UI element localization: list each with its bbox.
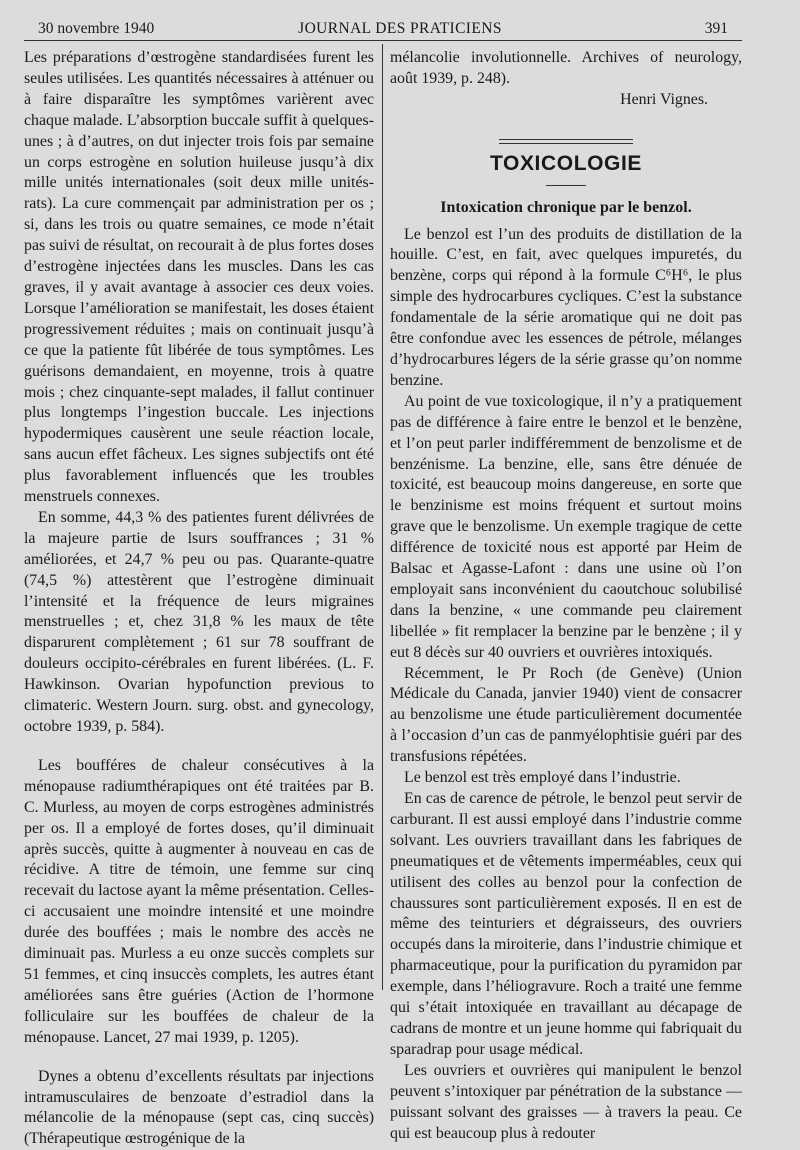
right-paragraph-0: mélancolie involutionnelle. Archives of neurology, août 1939, p. 248). bbox=[390, 49, 742, 87]
right-paragraph-1: Le benzol est l’un des produits de distillation de la houille. C’est, en fait, avec quelques impuretés, du benzène, corps qui répond à la formule C⁶H⁶, le plus simple des hydrocarbures cycliques. C’est la substance fondamentale de la série aromatique qui ne doit pas être confondue avec les essences de pétrole, mélanges d’hydrocarbures légers de la série grasse qu’on nomme benzine. bbox=[390, 225, 742, 389]
left-column bbox=[24, 48, 374, 1150]
left-paragraph-2: En somme, 44,3 % des patientes furent délivrées de la majeure partie de lsurs souffrances ; 31 % améliorées, et 24,7 % peu ou pas. Quarante-quatre (74,5 %) attestèrent que l’estrogène diminuait l’intensité et la fréquence de leurs migraines menstruelles ; et, chez 31,8 % les maux de tête disparurent complètement ; 61 sur 78 souffrant de douleurs occipito-cérébrales en furent libérées. (L. F. Hawkinson. Ovarian hypofunction previous to climateric. Western Journ. surg. obst. and gynecology, octobre 1939, p. 584). bbox=[24, 508, 374, 735]
article-title: Intoxication chronique par le benzol. bbox=[440, 198, 692, 216]
header-rule bbox=[24, 40, 742, 41]
right-paragraph-6: Les ouvriers et ouvrières qui manipulent le benzol peuvent s’intoxiquer par pénétration de la substance — puissant solvant des graisses — à travers la peau. Ce qui est beaucoup plus à redouter bbox=[390, 1061, 742, 1142]
left-paragraph-4: Dynes a obtenu d’excellents résultats par injections intramusculaires de benzoate d’estradiol dans la mélancolie de la ménopause (sept cas, cinq succès) (Thérapeutique œstrogénique de la bbox=[24, 1067, 374, 1148]
right-paragraph-2: Au point de vue toxicologique, il n’y a pratiquement pas de différence à faire entre le benzol et le benzène, et l’on peut parler indifféremment de benzolisme et de benzénisme. La benzine, elle, sans être dénuée de toxicité, est beaucoup moins dangereuse, en sorte que le benzinisme est moins fréquent et surtout moins grave que le benzolisme. Un exemple tragique de cette différence de toxicité nous est apporté par Heim de Balsac et Agasse-Lafont : dans une usine où l’on employait sans inconvénient du caoutchouc solubilisé dans la benzine, « une commande peu clairement libellée » fit remplacer la benzine par le benzène ; il y eut 8 décès sur 40 ouvriers et ouvrières intoxiqués. bbox=[390, 392, 742, 661]
left-paragraph-1: Les préparations d’œstrogène standardisées furent les seules utilisées. Les quantités nécessaires à atténuer ou à faire disparaître les symptômes varièrent avec chaque malade. L’absorption buccale suffit à quelques-unes ; à d’autres, on dut injecter trois fois par semaine un corps estrogène en solution huileuse jusqu’à dix mille unités internationales (soit deux mille unités-rats). La cure commençait par administration per os ; si, dans les trois ou quatre semaines, ce mode n’était pas suivi de résultat, on recourait à de plus fortes doses d’estrogène injectées dans les muscles. Dans les cas graves, il y avait avantage à associer ces deux voies. Lorsque l’amélioration se manifestait, les doses étaient progressivement réduites ; mais on continuait jusqu’à ce que la patiente fût libérée de tous symptômes. Les guérisons demandaient, en moyenne, trois à quatre mois ; chez cinquante-sept malades, il fallut continuer plus longtemps l’ingestion buccale. Les injections hypodermiques causèrent une seule réaction locale, sans aucun effet fâcheux. Les signes subjectifs ont été plus favorablement influencés que les troubles menstruels connexes. bbox=[24, 49, 374, 506]
right-paragraph-4: Le benzol est très employé dans l’industrie. bbox=[404, 769, 681, 787]
column-divider bbox=[382, 44, 383, 990]
section-separator bbox=[499, 139, 633, 144]
right-paragraph-3: Récemment, le Pr Roch (de Genève) (Union Médicale du Canada, janvier 1940) vient de consacrer au benzolisme une étude particulièrement documentée à l’occasion d’un cas de panmyélophtisie guéri par des transfusions répétées. bbox=[390, 664, 742, 766]
header-date: 30 novembre 1940 bbox=[38, 20, 155, 37]
author-signature: Henri Vignes. bbox=[620, 90, 708, 108]
section-title: TOXICOLOGIE bbox=[489, 151, 643, 175]
section-title-rule bbox=[546, 185, 586, 186]
header-page-number: 391 bbox=[704, 20, 728, 37]
header-journal-title: JOURNAL DES PRATICIENS bbox=[298, 20, 502, 37]
right-column bbox=[390, 48, 742, 1144]
left-paragraph-3: Les boufféres de chaleur consécutives à la ménopause radiumthérapiques ont été traitées par B. C. Murless, au moyen de corps estrogènes administrés per os. Il a employé de fortes doses, qu’il diminuait après succès, quitte à augmenter à nouveau en cas de récidive. A titre de témoin, une femme sur cinq recevait du lactose ayant la même présentation. Celles-ci accusaient une moindre intensité et une moindre durée des bouffées ; mais le nombre des accès ne diminuait pas. Murless a eu onze succès complets sur 51 femmes, et cinq insuccès complets, les autres étant améliorées sans être guéries (Action de l’hormone folliculaire sur les bouffées de chaleur de la ménopause. Lancet, 27 mai 1939, p. 1205). bbox=[24, 756, 374, 1046]
right-paragraph-5: En cas de carence de pétrole, le benzol peut servir de carburant. Il est aussi employé dans l’industrie comme solvant. Les ouvriers travaillant dans les fabriques de pneumatiques et de vêtements imperméables, ceux qui utilisent des colles au benzol pour la confection de chaussures sont particulièrement exposés. Il en est de même des teinturiers et dégraisseurs, des ouvriers occupés dans la miroiterie, dans l’industrie chimique et pharmaceutique, pour la purification du pyramidon par exemple, dans l’héliogravure. Roch a traité une femme qui s’était intoxiquée en travaillant au décapage de cadrans de montre et un jeune homme qui fabriquait du sparadrap pour usage médical. bbox=[390, 790, 742, 1058]
running-header bbox=[0, 14, 800, 42]
